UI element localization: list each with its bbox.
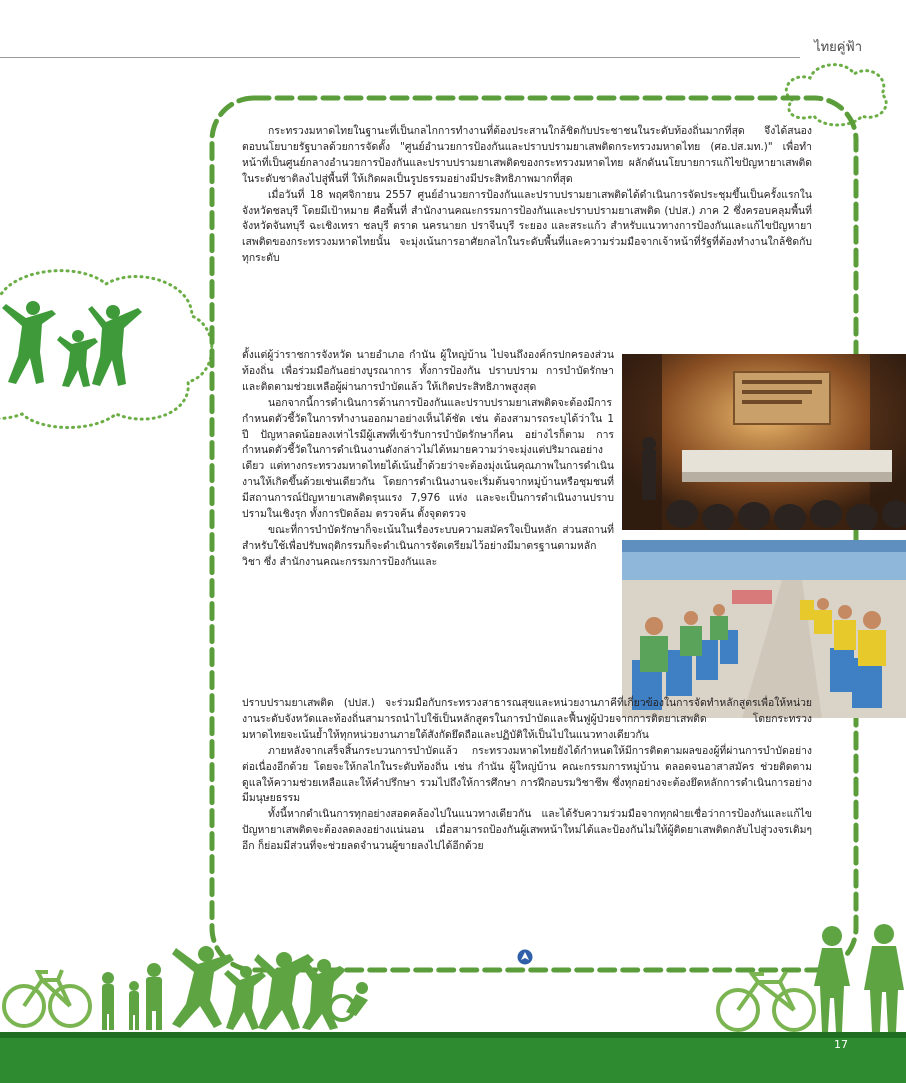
paragraph: ตั้งแต่ผู้ว่าราชการจังหวัด นายอำเภอ กำนัน ผู้ใหญ่บ้าน ไปจนถึงองค์กรปกครองส่วนท้องถิ่น เพื่อร่วมมือกันอย่างบูรณาการ ทั้งการป้องกัน ปราบปราม การบำบัดรักษา และติดตามช่วยเหลือผู้ผ่านการบำบัดแล้ว ให้เกิดประสิทธิภาพสูงสุด [242,349,614,393]
header-rule [0,57,800,58]
article-section-2 [242,348,614,571]
page-number: 17 [834,1038,848,1051]
paragraph: ภายหลังจากเสร็จสิ้นกระบวนการบำบัดแล้ว กระทรวงมหาดไทยยังได้กำหนดให้มีการติดตามผลของผู้ที่ผ่านการบำบัดอย่างต่อเนื่องอีกด้วย โดยจะให้กลไกในระดับท้องถิ่น เช่น กำนัน ผู้ใหญ่บ้าน คณะกรรมการหมู่บ้าน ตลอดจนอาสาสมัคร ช่วยติดตามดูแลให้ความช่วยเหลือและให้คำปรึกษา รวมไปถึงให้การศึกษา การฝึกอบรมวิชาชีพ ซึ่งทุกอย่างจะต้องยึดหลักการดำเนินการอย่างมีมนุษยธรรม [242,744,812,805]
paragraph: ขณะที่การบำบัดรักษาก็จะเน้นในเรื่องระบบความสมัครใจเป็นหลัก ส่วนสถานที่สำหรับใช้เพื่อปรับพฤติกรรมก็จะดำเนินการจัดเตรียมไว้อย่างมีมาตรฐานตามหลักวิชา ซึ่ง สำนักงานคณะกรรมการป้องกันและ [242,523,614,568]
family-cloud-decoration [0,262,220,430]
paragraph: เมื่อวันที่ 18 พฤศจิกายน 2557 ศูนย์อำนวยการป้องกันและปราบปรามยาเสพติดได้ดำเนินการจัดประชุมขึ้นเป็นครั้งแรกในจังหวัดชลบุรี โดยมีเป้าหมาย คือพื้นที่ สำนักงานคณะกรรมการป้องกันและปราบปรามยาเสพติด (ปปส.) ภาค 2 ซึ่งครอบคลุมพื้นที่จังหวัดจันทบุรี ฉะเชิงเทรา ชลบุรี ตราด นครนายก ปราจีนบุรี ระยอง และสระแก้ว สำหรับแนวทางการป้องกันและแก้ไขปัญหายาเสพติดของกระทรวงมหาดไทยนั้น จะมุ่งเน้นการอาศัยกลไกในระดับพื้นที่และความร่วมมือจากเจ้าหน้าที่รัฐที่ต้องทำงานใกล้ชิดกับทุกระดับ [242,188,812,265]
footer-bar [0,1032,906,1083]
paragraph: นอกจากนี้การดำเนินการด้านการป้องกันและปราบปรามยาเสพติดจะต้องมีการกำหนดตัวชี้วัดในการทำงานออกมาอย่างเห็นได้ชัด เช่น ต้องสามารถระบุได้ว่าใน 1 ปี ปัญหาลดน้อยลงเท่าไรมีผู้เสพที่เข้ารับการบำบัดรักษากี่คน อย่างไรก็ตาม การกำหนดตัวชี้วัดในการดำเนินงานดังกล่าวไม่ได้หมายความว่าจะมุ่งแต่ปริมาณอย่างเดียว แต่ทางกระทรวงมหาดไทยได้เน้นย้ำด้วยว่าจะต้องมุ่งเน้นคุณภาพในการดำเนินงานให้เกิดขึ้นด้วยเช่นเดียวกัน โดยการดำเนินงานจะเริ่มต้นจากหมู่บ้านหรือชุมชนที่มีสถานการณ์ปัญหายาเสพติดรุนแรง 7,976 แห่ง และจะเป็นการดำเนินงานปราบปรามในเชิงรุก ทั้งการปิดล้อม ตรวจค้น ตั้งจุดตรวจ [242,396,614,521]
rehabilitation-camp-photo [622,540,906,718]
footer-bar-accent [0,1032,906,1038]
header-title: ไทยคู่ฟ้า [814,40,862,55]
paragraph: กระทรวงมหาดไทยในฐานะที่เป็นกลไกการทำงานที่ต้องประสานใกล้ชิดกับประชาชนในระดับท้องถิ่นมากที่สุด จึงได้สนองตอบนโยบายรัฐบาลด้วยการจัดตั้ง "ศูนย์อำนวยการป้องกันและปราบปรามยาเสพติดกระทรวงมหาดไทย (ศอ.ปส.มท.)" เพื่อทำหน้าที่เป็นศูนย์กลางอำนวยการป้องกันและปราบปรามยาเสพติดของกระทรวงมหาดไทย ผลักดันนโยบายการแก้ไขปัญหายาเสพติดในระดับชาติลงไปสู่พื้นที่ ให้เกิดผลเป็นรูปธรรมอย่างมีประสิทธิภาพมากที่สุด [242,125,812,185]
article-section-1 [242,124,812,267]
conference-photo [622,354,906,530]
paragraph: ทั้งนี้หากดำเนินการทุกอย่างสอดคล้องไปในแนวทางเดียวกัน และได้รับความร่วมมือจากทุกฝ่ายเชื่อว่าการป้องกันและแก้ไขปัญหายาเสพติดจะต้องลดลงอย่างแน่นอน เมื่อสามารถป้องกันผู้เสพหน้าใหม่ได้และป้องกันไม่ให้ผู้ติดยาเสพติดกลับไปสู่วงจรเดิมๆ อีก ก็ย่อมมีส่วนที่จะช่วยลดจำนวนผู้ขายลงไปได้อีกด้วย [242,808,812,853]
people-bicycle-silhouettes-icon [0,920,906,1032]
article-section-3 [242,696,812,855]
paragraph: ปราบปรามยาเสพติด (ปปส.) จะร่วมมือกับกระทรวงสาธารณสุขและหน่วยงานภาคีที่เกี่ยวข้องในการจัดทำหลักสูตรเพื่อให้หน่วยงานระดับจังหวัดและท้องถิ่นสามารถนำไปใช้เป็นหลักสูตรในการบำบัดและฟื้นฟูผู้ป่วยจากการติดยาเสพติด โดยกระทรวงมหาดไทยจะเน้นย้ำให้ทุกหน่วยงานภายใต้สังกัดยึดถือและปฏิบัติให้เป็นไปในแนวทางเดียวกัน [242,697,812,741]
